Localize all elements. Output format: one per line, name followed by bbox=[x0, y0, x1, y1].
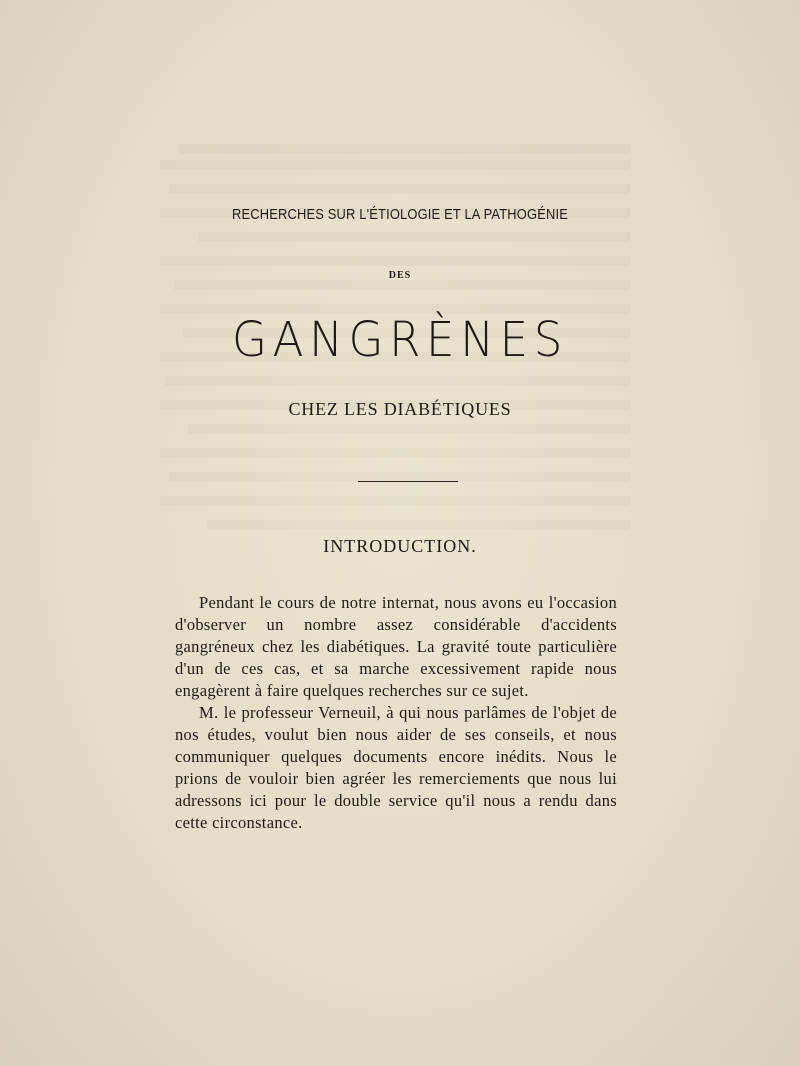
main-title: GANGRÈNES bbox=[231, 312, 569, 368]
body-text bbox=[175, 592, 617, 834]
section-heading: INTRODUCTION. bbox=[323, 536, 477, 556]
paragraph: M. le professeur Verneuil, à qui nous parlâmes de l'objet de nos études, voulut bien nous aider de ses conseils, et nous communiquer quelques documents encore inédits. Nous le prions de vouloir bien agréer les remerciements que nous lui adressons ici pour le double service qu'il nous a rendu dans cette circonstance. bbox=[175, 703, 617, 832]
subtitle: CHEZ LES DIABÉTIQUES bbox=[288, 399, 512, 419]
divider-rule bbox=[358, 481, 458, 482]
running-title: RECHERCHES SUR L'ÉTIOLOGIE ET LA PATHOGÉNIE bbox=[231, 206, 569, 223]
paragraph: Pendant le cours de notre internat, nous avons eu l'occasion d'observer un nombre assez considérable d'accidents gangréneux chez les diabétiques. La gravité toute particulière d'un de ces cas, et sa marche excessivement rapide nous engagèrent à faire quelques recherches sur ce sujet. bbox=[175, 593, 617, 700]
title-connector: DES bbox=[388, 270, 412, 281]
